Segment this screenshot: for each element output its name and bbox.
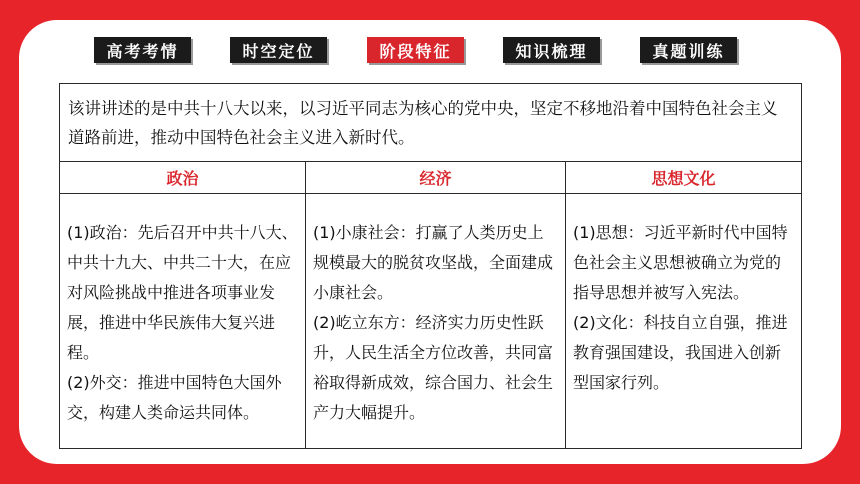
culture-cell — [566, 194, 801, 448]
politics-cell — [60, 194, 305, 448]
content-table — [59, 83, 802, 449]
header-politics: 政治 — [60, 162, 305, 194]
nav-tab-jieduan-tezheng[interactable]: 阶段特征 — [367, 37, 464, 63]
nav-tab-gaokao-kaoqing[interactable]: 高考考情 — [94, 37, 191, 63]
economy-item-2: (2)屹立东方：经济实力历史性跃升，人民生活全方位改善，共同富裕取得新成效，综合国力、社会生产力大幅提升。 — [313, 313, 554, 422]
nav-tab-zhishi-shuli[interactable]: 知识梳理 — [503, 37, 600, 63]
economy-cell — [306, 194, 565, 448]
nav-tab-zhenti-xunlian[interactable]: 真题训练 — [640, 37, 737, 63]
culture-item-1: (1)思想：习近平新时代中国特色社会主义思想被确立为党的指导思想并被写入宪法。 — [573, 223, 788, 302]
intro-text: 该讲讲述的是中共十八大以来，以习近平同志为核心的党中央，坚定不移地沿着中国特色社会主义道路前进，推动中国特色社会主义进入新时代。 — [60, 84, 801, 162]
header-economy: 经济 — [306, 162, 565, 194]
culture-item-2: (2)文化：科技自立自强，推进教育强国建设，我国进入创新型国家行列。 — [573, 313, 788, 392]
nav-tab-shikong-dingwei[interactable]: 时空定位 — [230, 37, 327, 63]
politics-item-1: (1)政治：先后召开中共十八大、中共十九大、中共二十大，在应对风险挑战中推进各项事业发展，推进中华民族伟大复兴进程。 — [67, 223, 298, 362]
economy-item-1: (1)小康社会：打赢了人类历史上规模最大的脱贫攻坚战，全面建成小康社会。 — [313, 223, 554, 302]
politics-item-2: (2)外交：推进中国特色大国外交，构建人类命运共同体。 — [67, 373, 282, 422]
header-culture: 思想文化 — [566, 162, 801, 194]
